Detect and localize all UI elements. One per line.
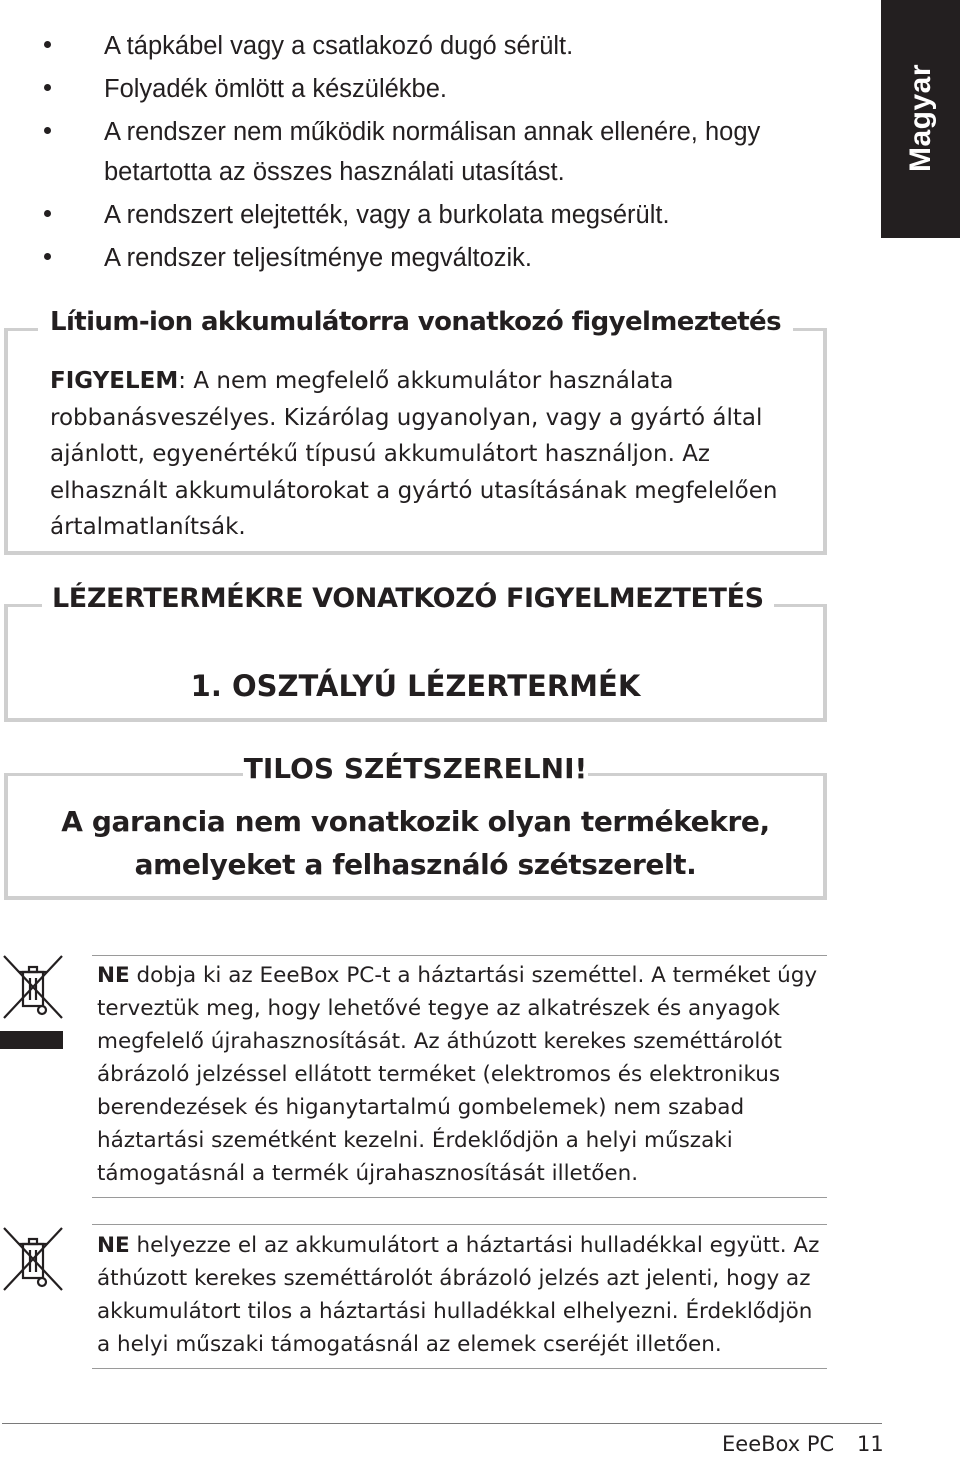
language-tab <box>881 0 960 238</box>
footer-rule <box>2 1423 882 1424</box>
warranty-line-2: amelyeket a felhasználó szétszerelt. <box>134 848 697 881</box>
list-item: A rendszer teljesítménye megváltozik. <box>40 238 840 278</box>
bullet-icon <box>44 210 51 217</box>
bullet-icon <box>44 84 51 91</box>
crossed-bin-icon <box>0 952 66 1027</box>
page-number: 11 <box>857 1432 884 1456</box>
laser-warning-box <box>4 583 827 722</box>
crossed-bin-icon-graphic <box>0 1224 66 1294</box>
battery-disposal-body: helyezze el az akkumulátort a háztartási hulladékkal együtt. Az áthúzott kerekes szeméttárolót ábrázoló jelzés azt jelenti, hogy az akkumulátort tilos a háztartási hulladékkal elhelyezni. Érdeklődjön a helyi műszaki támogatásnál az elemek cseréjét illetően. <box>97 1233 820 1357</box>
warranty-line-1: A garancia nem vonatkozik olyan termékekre, <box>61 805 770 838</box>
condition-list <box>40 26 840 281</box>
laser-warning-title: LÉZERTERMÉKRE VONATKOZÓ FIGYELMEZTETÉS <box>42 583 774 614</box>
bullet-icon <box>44 253 51 260</box>
battery-warning-title: Lítium-ion akkumulátorra vonatkozó figyelmeztetés <box>38 307 793 337</box>
list-item: A tápkábel vagy a csatlakozó dugó sérült. <box>40 26 840 66</box>
product-disposal-text <box>97 959 832 1190</box>
section-divider <box>92 1368 827 1369</box>
warranty-notice <box>8 800 823 886</box>
bullet-icon <box>44 41 51 48</box>
section-divider <box>92 1224 827 1225</box>
laser-class-label: 1. OSZTÁLYÚ LÉZERTERMÉK <box>190 669 641 703</box>
crossed-bin-icon <box>0 1224 66 1299</box>
product-disposal-body: dobja ki az EeeBox PC-t a háztartási szeméttel. A terméket úgy terveztük meg, hogy lehetővé tegye az alkatrészek és anyagok megfelelő újrahasznosítását. Az áthúzott kerekes szeméttárolót ábrázoló jelzéssel ellátott terméket (elektromos és elektronikus berendezések és higanytartalmú gombelemek) nem szabad háztartási szemétként kezelni. Érdeklődjön a helyi műszaki támogatásnál a termék újrahasznosítását illetően. <box>97 963 818 1186</box>
section-divider <box>92 955 827 956</box>
disassembly-warning-title: TILOS SZÉTSZERELNI! <box>243 752 588 785</box>
list-item: A rendszert elejtették, vagy a burkolata megsérült. <box>40 195 840 235</box>
list-item: Folyadék ömlött a készülékbe. <box>40 69 840 109</box>
bullet-icon <box>44 127 51 134</box>
battery-disposal-text <box>97 1229 832 1361</box>
battery-warning-text <box>50 363 790 546</box>
section-divider <box>92 1197 827 1198</box>
footer-product-name: EeeBox PC <box>722 1432 835 1456</box>
battery-warning-box <box>4 307 827 555</box>
battery-disposal-lead: NE <box>97 1233 130 1258</box>
separate-collection-bar <box>0 1031 63 1049</box>
disassembly-warning-box <box>4 752 827 900</box>
list-item: A rendszer nem működik normálisan annak ellenére, hogy betartotta az összes használati utasítást. <box>40 112 804 192</box>
language-tab-label: Magyar <box>903 63 937 173</box>
product-disposal-lead: NE <box>97 963 130 988</box>
battery-warning-body: : A nem megfelelő akkumulátor használata robbanásveszélyes. Kizárólag ugyanolyan, vagy a gyártó által ajánlott, egyenértékű típusú akkumulátort használjon. Az elhasznált akkumulátorokat a gyártó utasításának megfelelően ártalmatlanítsák. <box>50 368 778 540</box>
caution-label: FIGYELEM <box>50 368 179 394</box>
crossed-bin-icon-graphic <box>0 952 66 1022</box>
